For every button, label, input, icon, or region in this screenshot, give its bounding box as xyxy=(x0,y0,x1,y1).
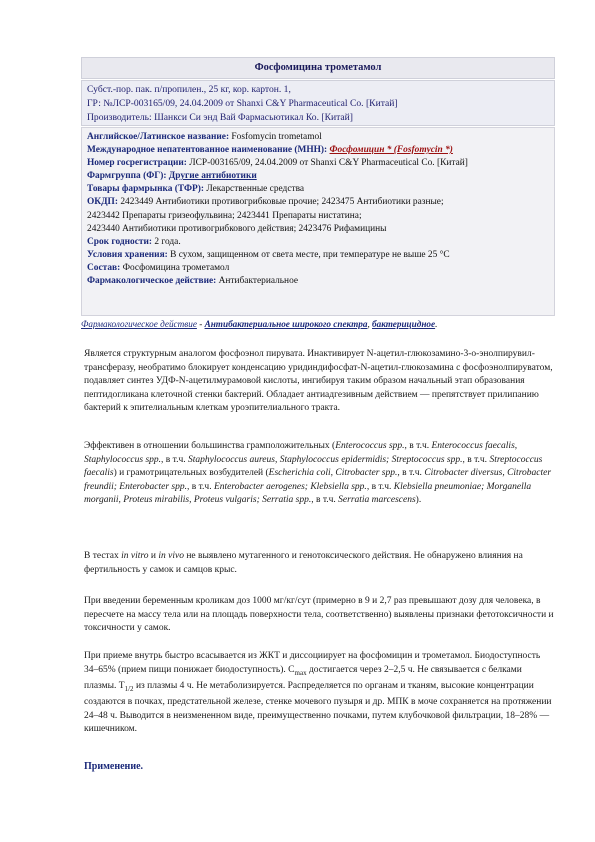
half-life-subscript: 1/2 xyxy=(124,684,134,693)
pharm-action-sep: , xyxy=(367,319,373,329)
latin-name-label: Английское/Латинское название: xyxy=(87,132,230,142)
organism-name: Enterococcus spp. xyxy=(335,441,405,451)
term-in-vivo: in vivo xyxy=(158,551,184,561)
package-line: Субст.-пор. пак. п/пропилен., 25 кг, кор. картон. 1, xyxy=(87,84,291,95)
registration-box xyxy=(81,80,555,126)
spectrum-text: , в т.ч. xyxy=(366,481,394,492)
composition-row xyxy=(87,262,549,275)
organism-name: Citrobacter diversus, Citrobacter freundii; Enterobacter spp. xyxy=(84,468,552,492)
spectrum-text: ) и грамотрицательных возбудителей ( xyxy=(113,468,269,478)
spectrum-text: , в т.ч. xyxy=(311,495,339,505)
spectrum-text: , в т.ч. xyxy=(161,454,188,465)
spectrum-text: , в т.ч. xyxy=(187,481,214,492)
pk-text: из плазмы 4 ч. Не метаболизируется. Распределяется по органам и тканям, высокие концентрации создаются в почках, предстательной железе, стенке мочевого пузыря и др. МПК в моче сохраняется на протяжении 24–48 ч. Выводится в неизмененном виде, преимущественно почками, путем клубочковой фильтрации, 18–28% — кишечником. xyxy=(84,680,552,735)
market-goods-row xyxy=(87,183,549,196)
organism-name: Klebsiella pneumoniae; Morganella morganii, Proteus mirabilis, Proteus vulgaris; Serratia spp. xyxy=(84,481,532,505)
cmax-subscript: max xyxy=(294,668,307,677)
pharm-action-end: . xyxy=(435,319,438,329)
pharm-group-label: Фармгруппа (ФГ): xyxy=(87,171,167,182)
okdp-row xyxy=(87,196,549,209)
spectrum-text: Эффективен в отношении большинства грамположительных ( xyxy=(84,441,336,451)
mutagenicity-text: не выявлено мутагенного и генотоксического действия. Не обнаружено влияния на фертильность у самок и самцов крыс. xyxy=(84,551,523,575)
manufacturer-line: Производитель: Шанкси Си энд Вай Фармасьютикал Ко. [Китай] xyxy=(87,112,353,123)
mechanism-paragraph: Является структурным аналогом фосфоэнол пирувата. Инактивирует N-ацетил-глюкозамино-3-о-энолпирувил-трансферазу, необратимо блокирует конденсацию уридиндифосфат-N-ацетил-глюкозамина с фосфоэнолпируватом, подавляет синтез УДФ-N-ацетилмурамовой кислоты, ингибируя таким образом начальный этап образования пептидогликана клеточной стенки бактерий. Обладает антиадгезивным действием — препятствует прилипанию бактерий к эпителиальным клеткам уроэпителиального тракта. xyxy=(84,349,553,413)
organism-name: Serratia marcescens xyxy=(338,495,416,505)
application-heading: Применение. xyxy=(84,761,144,772)
pk-text: При приеме внутрь быстро всасывается из ЖКТ и диссоциирует на фосфомицин и трометамол. Биодоступность 34–65% (прием пищи понижает биодоступность). C xyxy=(84,651,541,675)
drug-title: Фосфомицина трометамол xyxy=(81,57,555,79)
expiry-value: 2 года. xyxy=(154,236,181,247)
toxicity-paragraph: При введении беременным кроликам доз 1000 мг/кг/сут (примерно в 9 и 2,7 раз превышают дозу для человека, в пересчете на массу тела или на площадь поверхности тела, соответственно) выявлены признаки фетотоксичности и токсичности у самок. xyxy=(84,596,554,633)
reg-number-label: Номер госрегистрации: xyxy=(87,158,187,169)
okdp-line-3: 2423440 Антибиотики противогрибкового действия; 2423476 Рифамицины xyxy=(87,223,387,234)
term-in-vitro: in vitro xyxy=(121,551,149,561)
storage-row xyxy=(87,249,549,262)
pharm-group-row xyxy=(87,170,549,183)
expiry-label: Срок годности: xyxy=(87,236,152,247)
bactericidal-link[interactable]: бактерицидное xyxy=(372,319,436,329)
broad-spectrum-link[interactable]: Антибактериальное широкого спектра xyxy=(204,319,368,329)
composition-value: Фосфомицина трометамол xyxy=(122,262,230,273)
mutagenicity-text: и xyxy=(148,551,159,561)
pk-text: достигается через 2–2,5 ч. Не связывается с белками плазмы. T xyxy=(84,664,522,691)
pharm-action-dash: - xyxy=(196,319,205,329)
organism-name: Enterococcus faecalis, Staphylococcus spp. xyxy=(84,441,518,465)
spectrum-paragraph xyxy=(84,440,554,508)
composition-label: Состав: xyxy=(87,262,121,273)
registration-number: ГР: №ЛСР-003165/09, 24.04.2009 от xyxy=(87,98,235,109)
pharm-group-link[interactable]: Другие антибиотики xyxy=(168,171,257,182)
organism-name: Staphylococcus aureus, Staphylococcus epidermidis; Streptococcus spp. xyxy=(188,454,463,465)
action-value: Антибактериальное xyxy=(218,276,299,287)
organism-name: Escherichia coli, Citrobacter spp. xyxy=(268,468,398,478)
inn-label: Международное непатентованное наименование (МНН): xyxy=(87,145,328,156)
company-link[interactable]: Shanxi C&Y Pharmaceutical Co. [Китай] xyxy=(236,98,398,109)
storage-label: Условия хранения: xyxy=(87,249,168,260)
market-goods-value: Лекарственные средства xyxy=(206,184,305,195)
spectrum-text: , в т.ч. xyxy=(397,468,425,478)
mutagenicity-paragraph xyxy=(84,550,554,577)
action-label: Фармакологическое действие: xyxy=(87,276,217,287)
reg-number-row xyxy=(87,157,549,170)
storage-value: В сухом, защищенном от света месте, при температуре не выше 25 °С xyxy=(170,249,450,260)
organism-name: Streptococcus faecalis xyxy=(84,454,543,478)
registration-line xyxy=(87,97,549,111)
pharmacokinetics-paragraph xyxy=(84,650,554,737)
reg-number-value: ЛСР-003165/09, 24.04.2009 от Shanxi C&Y Pharmaceutical Co. [Китай] xyxy=(189,158,468,169)
market-goods-label: Товары фармрынка (ТФР): xyxy=(87,184,204,195)
drug-info-box xyxy=(81,127,555,316)
latin-name-row xyxy=(87,131,549,144)
latin-name-value: Fosfomycin trometamol xyxy=(231,132,322,142)
inn-link[interactable]: Фосфомицин * (Fosfomycin *) xyxy=(329,145,453,156)
okdp-label: ОКДП: xyxy=(87,197,118,208)
organism-name: Enterobacter aerogenes; Klebsiella spp. xyxy=(213,481,367,492)
pharm-action-line xyxy=(81,318,555,331)
okdp-line-1: 2423449 Антибиотики противогрибковые прочие; 2423475 Антибиотики разные; xyxy=(120,197,444,208)
spectrum-text: , в т.ч. xyxy=(462,454,490,465)
pharm-action-label: Фармакологическое действие xyxy=(81,319,197,329)
expiry-row xyxy=(87,236,549,249)
spectrum-text: ). xyxy=(415,495,422,505)
action-row xyxy=(87,275,549,288)
inn-row xyxy=(87,144,549,157)
mutagenicity-text: В тестах xyxy=(84,551,122,561)
okdp-line-2: 2423442 Препараты гризеофульвина; 2423441 Препараты нистатина; xyxy=(87,210,362,221)
spectrum-text: , в т.ч. xyxy=(404,441,432,451)
